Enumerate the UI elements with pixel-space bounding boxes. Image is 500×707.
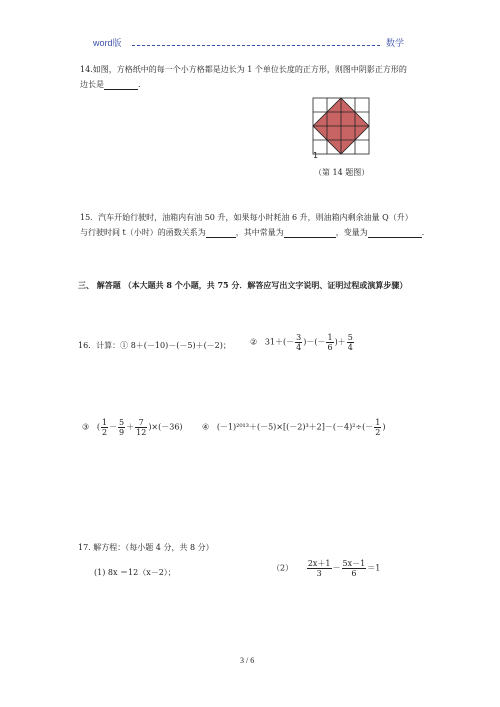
q16-part2	[250, 333, 355, 352]
q17-p2-frac2: $\frac{5x-1}{6}$	[342, 559, 366, 578]
q14-grid-figure	[310, 95, 372, 157]
q15-blank-1	[206, 228, 236, 238]
q15-blank-3	[368, 228, 422, 238]
q16-p2-b: )－(－	[303, 337, 326, 347]
q16-p2-frac3: $\frac{5}{4}$	[347, 333, 353, 352]
grid-lines	[313, 98, 369, 154]
q16-p3-frac3: $\frac{7}{12}$	[136, 418, 147, 437]
page-number: 3 / 6	[240, 656, 255, 665]
q16-part3	[82, 418, 183, 437]
q16-p2-a: 31＋(－	[264, 337, 295, 347]
q17-p2-label: （2）	[272, 563, 294, 573]
q16-p2-frac1: $\frac{3}{4}$	[296, 333, 302, 352]
q15-blank-2	[284, 228, 336, 238]
q15-text-d: .	[421, 228, 425, 237]
q17-part1: (1) 8x ＝12（x－2）；	[94, 568, 176, 577]
header-right: 数学	[386, 38, 405, 48]
q16-p4-b: )	[382, 422, 386, 432]
q14-answer-blank	[104, 80, 138, 90]
q16-p3-label: ③	[82, 422, 90, 432]
q15-line2	[80, 227, 424, 238]
q16-p3-c: ＋	[126, 422, 135, 432]
q15-text-b: ，其中常量为	[235, 228, 284, 237]
q16-p4-label: ④	[202, 422, 210, 432]
q16-p4-a: (－1)²⁰¹³＋(－5)×[(－2)³＋2]－(－4)²÷(－	[216, 422, 374, 432]
q16-part4	[202, 418, 385, 437]
q17-p2-frac1: $\frac{2x+1}{3}$	[307, 559, 331, 578]
q16-p3-d: )×(－36)	[148, 422, 183, 432]
q16-p2-frac2: $\frac{1}{6}$	[327, 333, 333, 352]
q16-p2-c: )＋	[334, 337, 346, 347]
q14-caption: （第 14 题图）	[314, 168, 370, 177]
q16-p3-a: (	[96, 422, 100, 432]
q16-p3-frac2: $\frac{5}{9}$	[119, 418, 125, 437]
q15-text-c: ，变量为	[335, 228, 368, 237]
section3-title: 三、 解答题 （本大题共 8 个小题，共 75 分．解答应写出文字说明、证明过程或演算步骤）	[78, 280, 408, 290]
header-left: word版	[93, 38, 122, 48]
q14-line2	[80, 79, 141, 90]
q14-line1: 14.如图，方格纸中的每一个小方格都是边长为 1 个单位长度的正方形，则图中阴影正方形的	[80, 65, 407, 74]
q16-part1: 16．计算：① 8＋(－10)－(－5)＋(－2)；	[78, 341, 231, 350]
q14-line2-prefix: 边长是	[80, 80, 104, 89]
q16-p2-label: ②	[250, 337, 258, 347]
q14-line2-suffix: .	[138, 80, 141, 89]
q17-p2-mid: －	[332, 563, 341, 573]
q17-p2-end: ＝1	[367, 563, 381, 573]
q16-p3-b: －	[109, 422, 118, 432]
q16-p3-frac1: $\frac{1}{2}$	[101, 418, 108, 437]
q17-part2	[272, 559, 380, 578]
q15-line1: 15．汽车开始行驶时，油箱内有油 50 升，如果每小时耗油 6 升，则油箱内剩余油量 Q（升）	[80, 213, 413, 222]
q16-p4-frac: $\frac{1}{2}$	[375, 418, 381, 437]
q15-text-a: 与行驶时间 t（小时）的函数关系为	[80, 228, 206, 237]
header-dashed-line	[132, 45, 380, 46]
q14-figure-label: 1	[313, 151, 319, 160]
q17-label: 17. 解方程：（每小题 4 分，共 8 分）	[78, 543, 214, 552]
